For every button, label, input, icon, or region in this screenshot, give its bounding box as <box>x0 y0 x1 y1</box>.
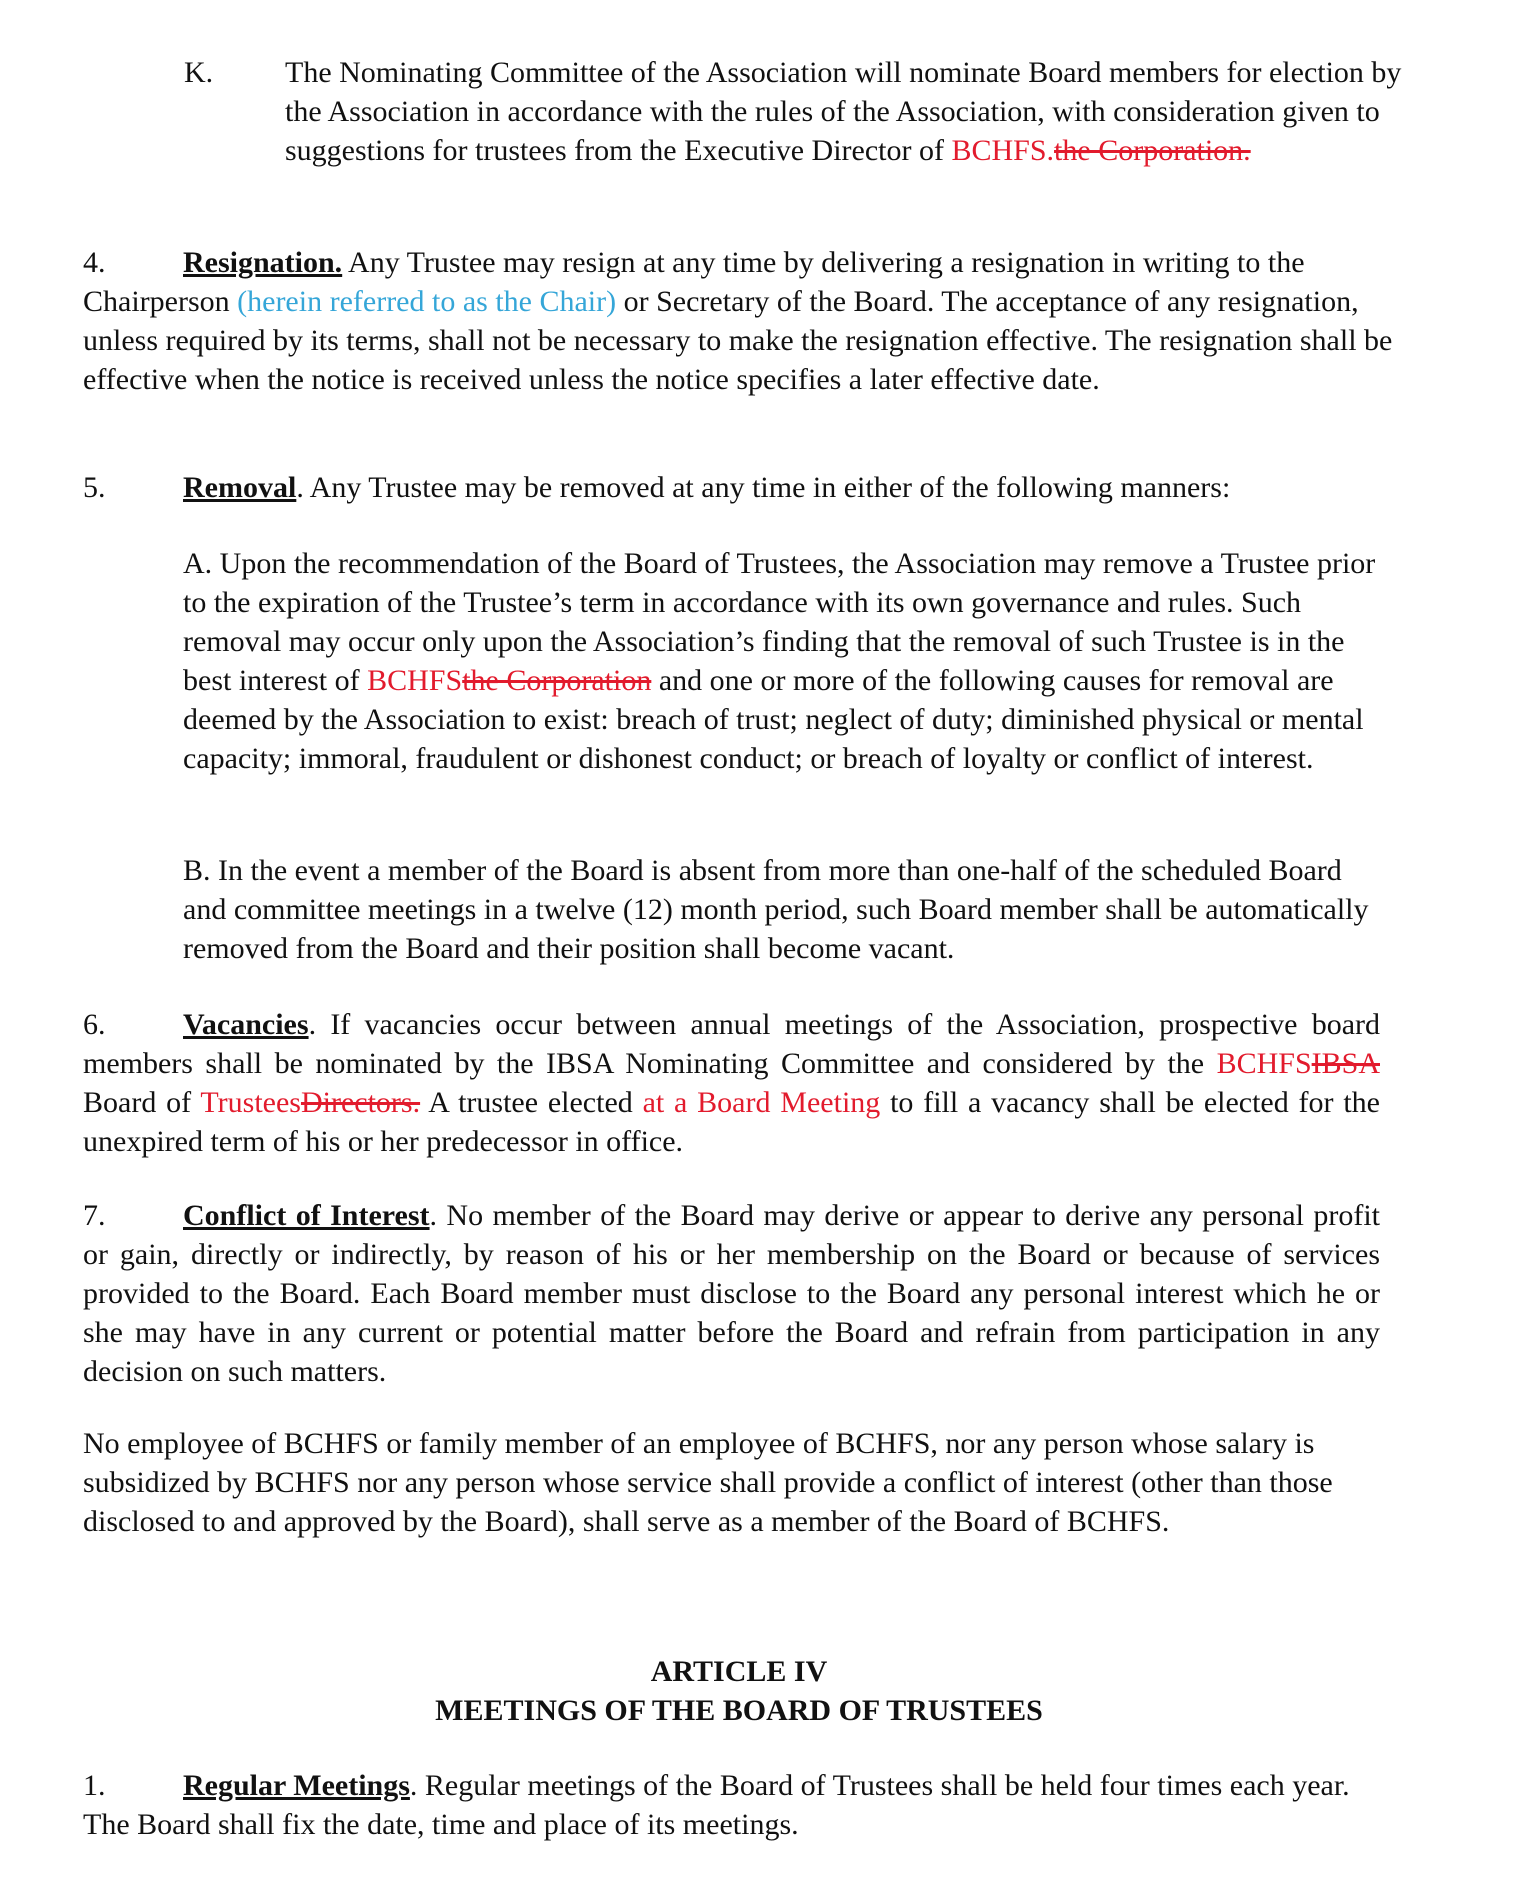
deletion-ibsa: IBSA <box>1311 1047 1380 1080</box>
section-6-heading: Vacancies <box>183 1008 309 1041</box>
section-5a-text-1: A. Upon the recommendation of the Board of Trustees, the Association may remove a Trustee prior to the expiration of the Trustee’s term in accordance with its own governance and rules. Such removal may occur only upon the Association’s finding that the removal of such Trustee is in the best interest of <box>183 547 1376 697</box>
section-6-text-3: A trustee elected <box>420 1086 643 1119</box>
section-4-heading: Resignation. <box>183 246 343 279</box>
article-subtitle: MEETINGS OF THE BOARD OF TRUSTEES <box>435 1694 1043 1727</box>
section-7-paragraph-2 <box>83 1424 1388 1541</box>
article-4-section-1-text: . Regular meetings of the Board of Trustees shall be held four times each year. The Board shall fix the date, time and place of its meetings. <box>83 1769 1350 1841</box>
deletion-corporation-5a: the Corporation <box>462 664 652 697</box>
section-4-text-2: or Secretary of the Board. The acceptance of any resignation, unless required by its terms, shall not be necessary to make the resignation effective. The resignation shall be effective when the notice is received unless the notice specifies a later effective date. <box>83 285 1393 396</box>
deletion-directors: Directors. <box>300 1086 421 1119</box>
section-7-number: 7. <box>83 1199 106 1232</box>
section-5-subsection-a <box>183 544 1398 778</box>
section-4-number: 4. <box>83 246 106 279</box>
article-title: ARTICLE IV <box>650 1655 828 1688</box>
section-6-text-2: Board of <box>83 1086 201 1119</box>
section-4-text-1: Any Trustee may resign at any time by delivering a resignation in writing to the Chairperson <box>83 246 1305 318</box>
item-k-label: K. <box>184 56 214 89</box>
article-4-section-1-heading: Regular Meetings <box>183 1769 410 1802</box>
item-k-text: The Nominating Committee of the Association will nominate Board members for election by the Association in accordance with the rules of the Association, with consideration given to suggestions for trustees from the Executive Director of <box>285 56 1402 167</box>
insertion-bchfs: BCHFS. <box>951 134 1055 167</box>
article-4-section-1-regular-meetings <box>83 1766 1373 1844</box>
section-5-text: . Any Trustee may be removed at any time in either of the following manners: <box>296 471 1231 504</box>
section-5-removal <box>83 468 1423 507</box>
section-5-subsection-b <box>183 851 1383 968</box>
section-7-para-2-text: No employee of BCHFS or family member of an employee of BCHFS, nor any person whose salary is subsidized by BCHFS nor any person whose service shall provide a conflict of interest (other than those disclosed to and approved by the Board), shall serve as a member of the Board of BCHFS. <box>83 1427 1333 1538</box>
section-5b-text: B. In the event a member of the Board is absent from more than one-half of the scheduled Board and committee meetings in a twelve (12) month period, such Board member shall be automatically removed from the Board and their position shall become vacant. <box>183 854 1369 965</box>
comment-chair: (herein referred to as the Chair) <box>237 285 617 318</box>
item-k-paragraph <box>285 53 1405 170</box>
insertion-bchfs-6: BCHFS <box>1216 1047 1312 1080</box>
section-6-text-1: . If vacancies occur between annual meetings of the Association, prospective board members shall be nominated by the IBSA Nominating Committee and considered by the <box>83 1008 1380 1080</box>
insertion-board-meeting: at a Board Meeting <box>642 1086 881 1119</box>
insertion-bchfs-5a: BCHFS <box>367 664 463 697</box>
article-4-section-1-number: 1. <box>83 1769 106 1802</box>
section-5-heading: Removal <box>183 471 297 504</box>
section-5a-text-2: and one or more of the following causes for removal are deemed by the Association to exist: breach of trust; neglect of duty; diminished physical or mental capacity; immoral, fraudulent or dishonest conduct; or breach of loyalty or conflict of interest. <box>183 664 1364 775</box>
insertion-trustees: Trustees <box>200 1086 301 1119</box>
section-6-text-4: to fill a vacancy shall be elected for the unexpired term of his or her predecessor in office. <box>83 1086 1381 1158</box>
section-7-conflict-of-interest <box>83 1196 1380 1391</box>
section-6-vacancies <box>83 1005 1380 1161</box>
section-4-resignation <box>83 243 1395 399</box>
section-6-number: 6. <box>83 1008 106 1041</box>
section-5-number: 5. <box>83 471 106 504</box>
section-7-text: . No member of the Board may derive or appear to derive any personal profit or gain, directly or indirectly, by reason of his or her membership on the Board or because of services provided to the Board. Each Board member must disclose to the Board any personal interest which he or she may have in any current or potential matter before the Board and refrain from participation in any decision on such matters. <box>83 1199 1380 1388</box>
section-7-heading: Conflict of Interest <box>183 1199 430 1232</box>
deletion-corporation: the Corporation. <box>1054 134 1251 167</box>
